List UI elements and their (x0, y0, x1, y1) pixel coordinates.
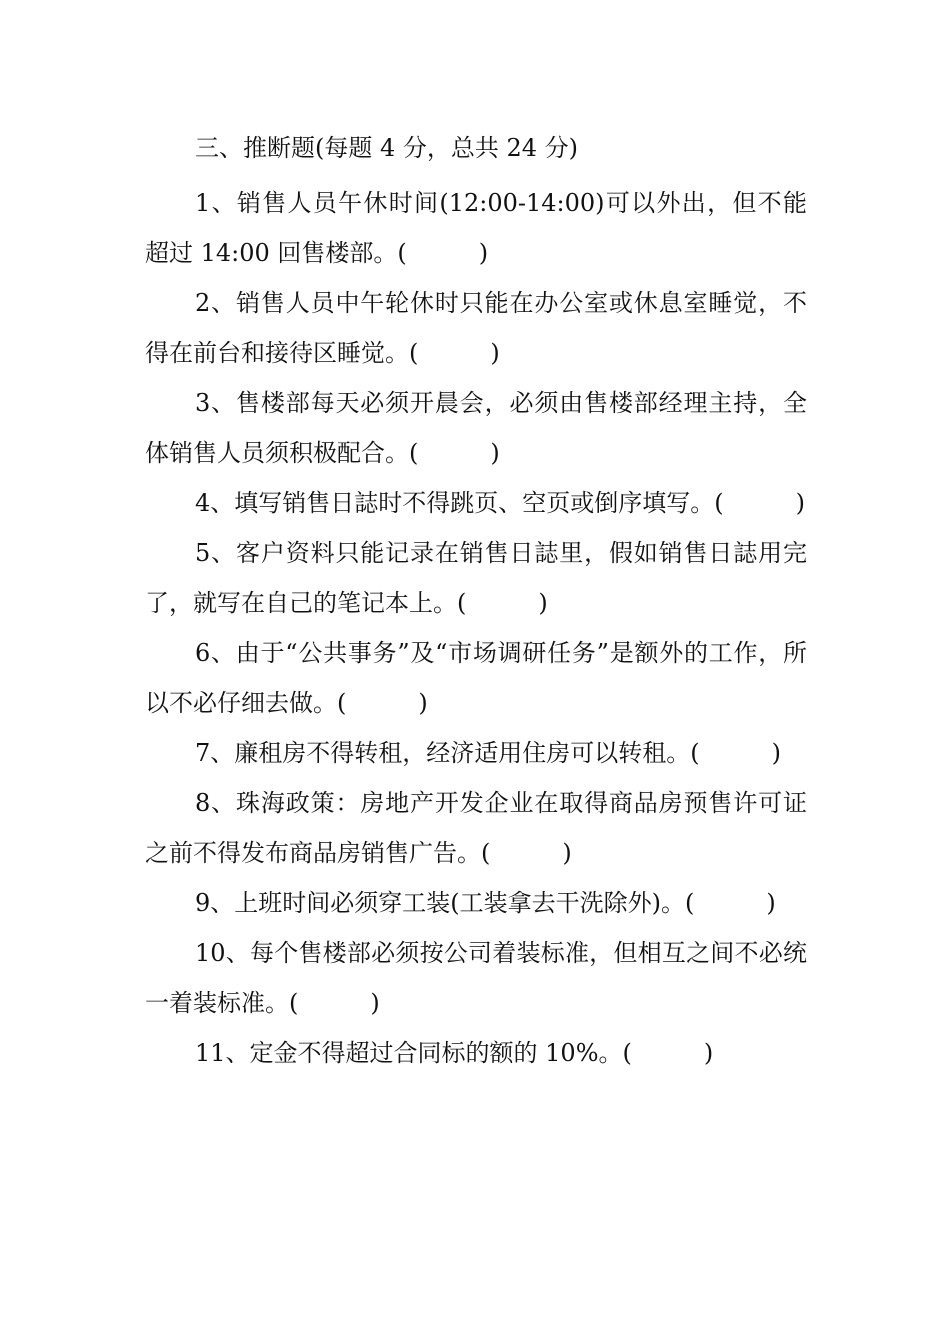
section-heading: 三、推断题(每题 4 分，总共 24 分) (195, 134, 579, 162)
question-4: 4、填写销售日誌时不得跳页、空页或倒序填写。( ) (195, 489, 805, 517)
judgment-section (145, 128, 807, 1078)
question-6: 6、由于“公共事务”及“市场调研任务”是额外的工作，所以不必仔细去做。( ) (145, 639, 807, 717)
question-3: 3、售楼部每天必须开晨会，必须由售楼部经理主持，全体销售人员须积极配合。( ) (145, 389, 807, 467)
question-10: 10、每个售楼部必须按公司着装标准，但相互之间不必统一着装标准。( ) (145, 939, 807, 1017)
question-9: 9、上班时间必须穿工装(工装拿去干洗除外)。( ) (195, 889, 776, 917)
question-11: 11、定金不得超过合同标的额的 10%。( ) (195, 1039, 714, 1067)
question-7: 7、廉租房不得转租，经济适用住房可以转租。( ) (195, 739, 781, 767)
question-2: 2、销售人员中午轮休时只能在办公室或休息室睡觉，不得在前台和接待区睡觉。( ) (145, 289, 807, 367)
question-5: 5、客户资料只能记录在销售日誌里，假如销售日誌用完了，就写在自己的笔记本上。( ) (145, 539, 807, 617)
question-1: 1、销售人员午休时间(12:00-14:00)可以外出，但不能超过 14:00 回售楼部。( ) (145, 189, 807, 267)
question-8: 8、珠海政策：房地产开发企业在取得商品房预售许可证之前不得发布商品房销售广告。( ) (145, 789, 807, 867)
